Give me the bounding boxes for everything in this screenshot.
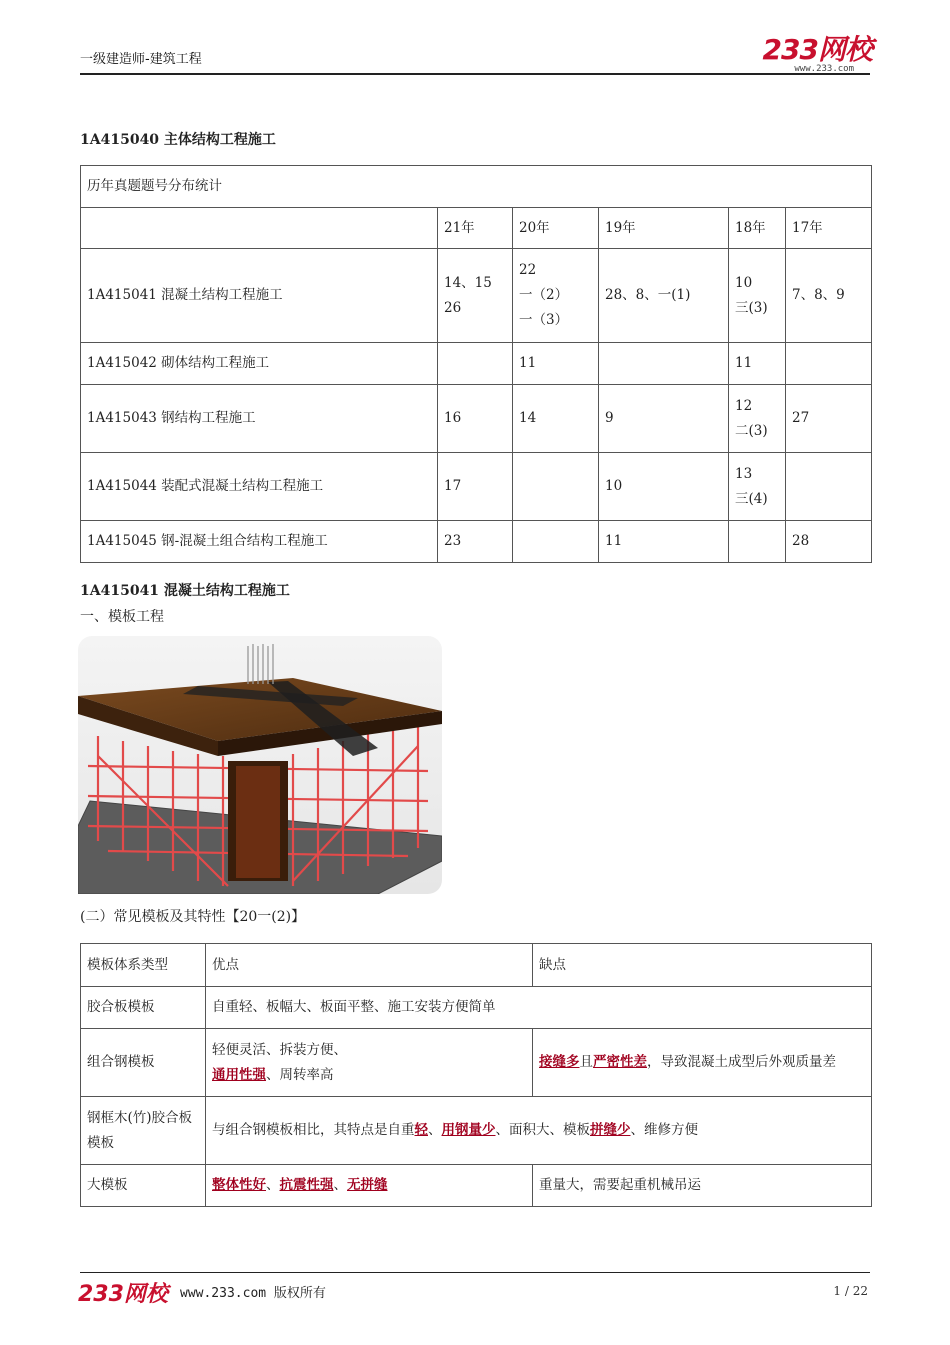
year-header: 19年	[599, 208, 729, 249]
table-row: 组合钢模板 轻便灵活、拆装方便、 通用性强、周转率高 接缝多且严密性差，导致混凝土成型后外观质量差	[81, 1029, 872, 1097]
table-row: 1A415045 钢-混凝土组合结构工程施工 23 11 28	[81, 521, 872, 563]
formwork-table	[80, 943, 872, 1207]
formwork-header-row: 模板体系类型 优点 缺点	[81, 944, 872, 987]
subsection-title: 1A415041 混凝土结构工程施工	[80, 583, 290, 599]
table-row: 大模板 整体性好、抗震性强、无拼缝 重量大，需要起重机械吊运	[81, 1165, 872, 1207]
table-row: 1A415041 混凝土结构工程施工 14、15 26 22 一（2） 一（3） 28、8、一(1) 10 三(3) 7、8、9	[81, 249, 872, 343]
stats-caption: 历年真题题号分布统计	[81, 166, 872, 208]
footer-logo: 233网校	[78, 1282, 168, 1307]
footer-copyright: www.233.com 版权所有	[180, 1286, 326, 1301]
footer-divider	[80, 1272, 870, 1273]
year-header: 18年	[729, 208, 786, 249]
brand-logo: 233网校 www.233.com	[762, 33, 872, 74]
year-header: 20年	[513, 208, 599, 249]
table-row: 1A415042 砌体结构工程施工 11 11	[81, 343, 872, 385]
year-header: 17年	[786, 208, 872, 249]
year-header: 21年	[438, 208, 513, 249]
header-divider	[80, 73, 870, 75]
stats-header-row	[81, 208, 872, 249]
page-number: 1 / 22	[833, 1284, 868, 1298]
table-row: 1A415043 钢结构工程施工 16 14 9 12 二(3) 27	[81, 385, 872, 453]
formwork-scaffold-image	[78, 636, 442, 894]
stats-table	[80, 165, 872, 563]
item-one-heading: 一、模板工程	[80, 609, 164, 625]
header-subject: 一级建造师-建筑工程	[80, 52, 202, 67]
table-row: 钢框木(竹)胶合板模板 与组合钢模板相比，其特点是自重轻、用钢量少、面积大、模板拼缝少、维修方便	[81, 1097, 872, 1165]
item-two-heading: (二）常见模板及其特性【20一(2)】	[80, 909, 306, 925]
section-title: 1A415040 主体结构工程施工	[80, 132, 276, 148]
table-row: 胶合板模板 自重轻、板幅大、板面平整、施工安装方便简单	[81, 987, 872, 1029]
table-row: 1A415044 装配式混凝土结构工程施工 17 10 13 三(4)	[81, 453, 872, 521]
